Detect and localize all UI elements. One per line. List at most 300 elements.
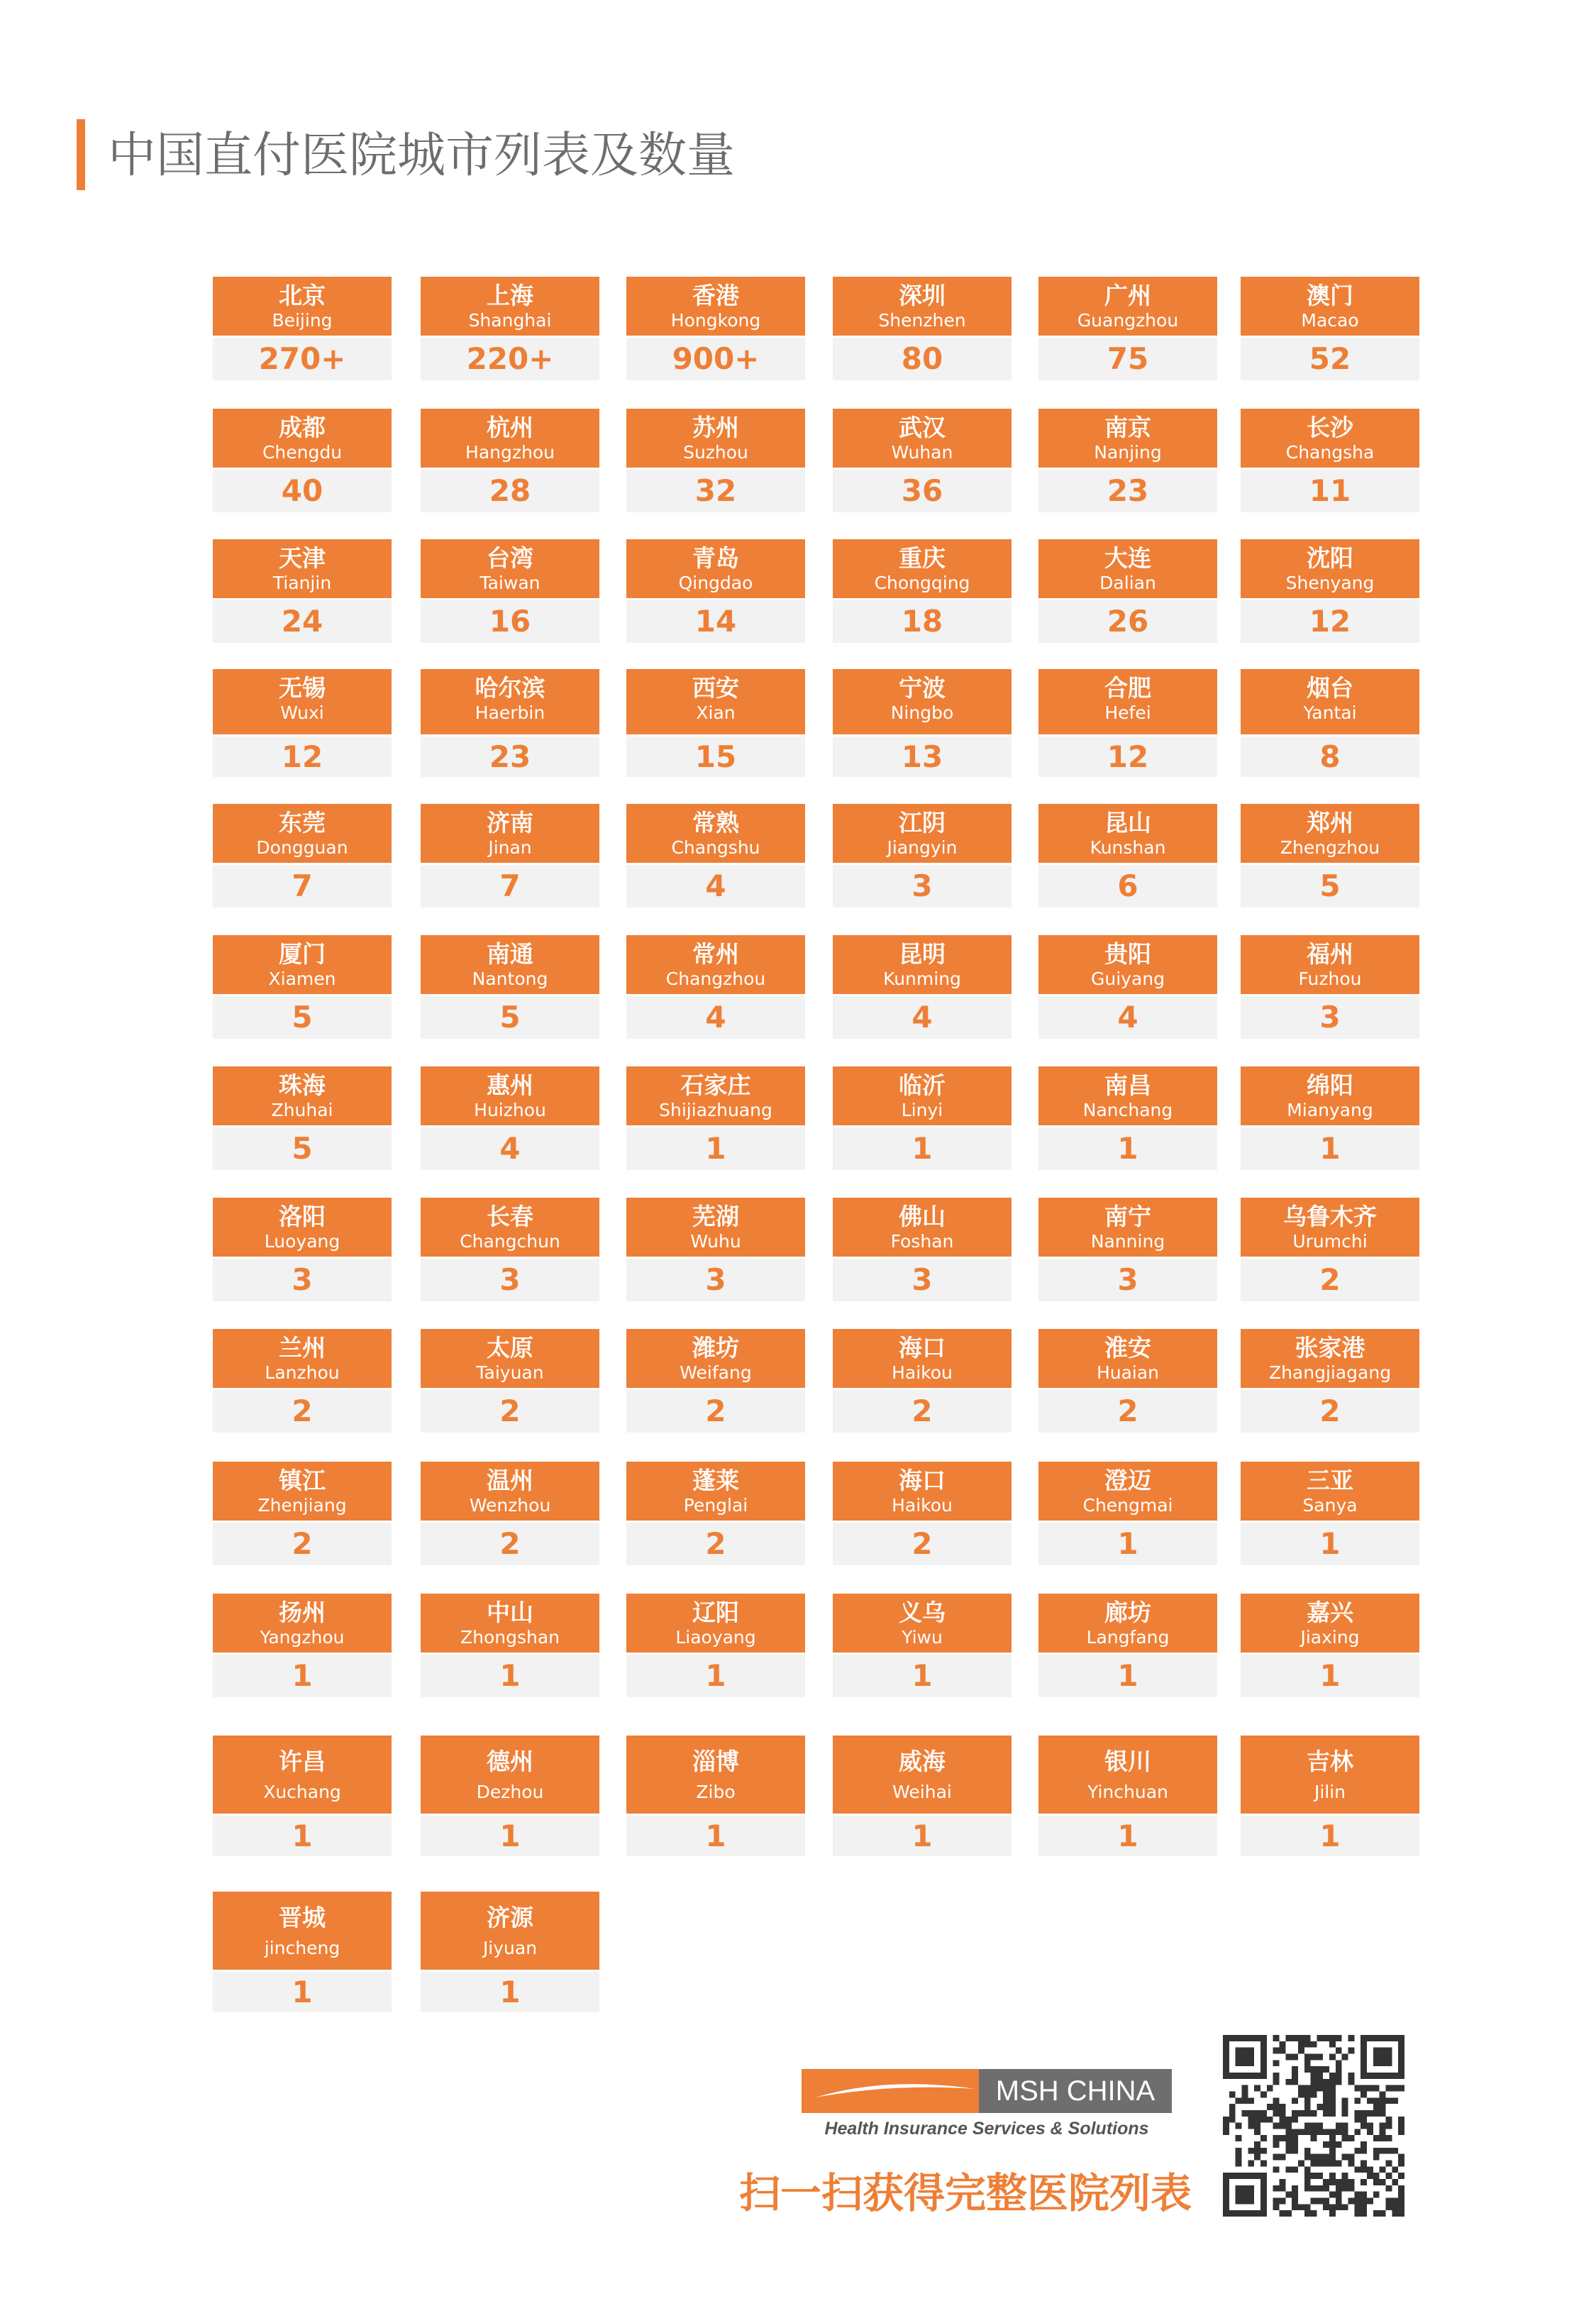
- city-name-en: Wenzhou: [469, 1495, 551, 1516]
- city-card-header: [421, 804, 599, 865]
- city-name-en: Tianjin: [272, 573, 332, 593]
- hospital-count: 3: [833, 865, 1012, 907]
- city-name-en: Huizhou: [474, 1100, 546, 1120]
- city-name-cn: 海口: [899, 1467, 946, 1494]
- hospital-count: 28: [421, 470, 599, 512]
- city-name-cn: 武汉: [899, 414, 946, 441]
- city-card-header: [1038, 1066, 1217, 1127]
- city-card-header: [213, 1594, 392, 1655]
- city-card: [626, 539, 805, 643]
- hospital-count: 36: [833, 470, 1012, 512]
- city-card: [213, 1892, 392, 2012]
- city-name-cn: 镇江: [279, 1467, 326, 1494]
- city-card: [833, 935, 1012, 1039]
- city-card-header: [833, 1329, 1012, 1390]
- city-name-en: Nanning: [1090, 1231, 1165, 1252]
- hospital-count: 3: [213, 1259, 392, 1301]
- hospital-count: 2: [1241, 1390, 1419, 1433]
- city-card-header: [1241, 539, 1419, 600]
- city-name-cn: 珠海: [279, 1071, 326, 1099]
- city-card-header: [421, 1736, 599, 1816]
- city-name-en: Hangzhou: [465, 442, 555, 463]
- city-card-header: [1241, 1329, 1419, 1390]
- city-name-cn: 临沂: [899, 1071, 946, 1099]
- city-card: [1038, 277, 1217, 380]
- city-card-header: [213, 277, 392, 338]
- city-card-header: [1241, 1066, 1419, 1127]
- city-card: [213, 935, 392, 1039]
- city-name-en: Fuzhou: [1298, 969, 1362, 989]
- hospital-count: 1: [1038, 1127, 1217, 1170]
- city-name-en: Jiyuan: [482, 1938, 538, 1958]
- hospital-count: 2: [833, 1390, 1012, 1433]
- city-card: [1038, 1462, 1217, 1565]
- city-card: [1038, 669, 1217, 777]
- city-name-cn: 成都: [279, 414, 326, 441]
- hospital-count: 12: [213, 737, 392, 777]
- city-name-en: Sanya: [1302, 1495, 1358, 1516]
- city-name-en: Penglai: [683, 1495, 748, 1516]
- city-name-en: Weifang: [680, 1362, 752, 1383]
- city-card-header: [421, 935, 599, 996]
- city-name-cn: 常州: [692, 940, 739, 968]
- city-name-en: Ningbo: [890, 702, 954, 723]
- city-card: [833, 1198, 1012, 1301]
- city-name-cn: 中山: [487, 1599, 533, 1626]
- city-card: [421, 669, 599, 777]
- hospital-count: 80: [833, 338, 1012, 380]
- city-card: [421, 1066, 599, 1170]
- hospital-count: 12: [1038, 737, 1217, 777]
- city-card: [213, 1329, 392, 1433]
- city-card-header: [833, 409, 1012, 470]
- hospital-count: 1: [833, 1655, 1012, 1697]
- city-name-en: Xian: [696, 702, 736, 723]
- city-card-header: [833, 277, 1012, 338]
- city-card-header: [1241, 409, 1419, 470]
- hospital-count: 1: [626, 1816, 805, 1856]
- city-name-cn: 廊坊: [1104, 1599, 1151, 1626]
- city-card: [1038, 1066, 1217, 1170]
- hospital-count: 3: [626, 1259, 805, 1301]
- city-card-header: [421, 539, 599, 600]
- hospital-count: 7: [421, 865, 599, 907]
- city-name-cn: 福州: [1307, 940, 1353, 968]
- city-card-header: [626, 1198, 805, 1259]
- city-card: [833, 1329, 1012, 1433]
- hospital-count: 1: [1241, 1127, 1419, 1170]
- city-name-cn: 香港: [692, 282, 739, 309]
- city-name-cn: 佛山: [899, 1203, 946, 1230]
- hospital-count: 75: [1038, 338, 1217, 380]
- city-name-en: Shanghai: [468, 310, 552, 331]
- city-name-en: Guangzhou: [1077, 310, 1179, 331]
- city-name-en: Changsha: [1285, 442, 1375, 463]
- city-name-en: Foshan: [890, 1231, 954, 1252]
- city-card: [1038, 804, 1217, 907]
- hospital-count: 1: [421, 1972, 599, 2012]
- city-card-header: [1038, 277, 1217, 338]
- city-name-cn: 淮安: [1104, 1334, 1151, 1362]
- city-name-en: Shenyang: [1285, 573, 1375, 593]
- city-name-cn: 济南: [487, 809, 533, 837]
- city-card: [626, 1462, 805, 1565]
- hospital-count: 1: [626, 1127, 805, 1170]
- city-card-header: [421, 1329, 599, 1390]
- city-card-header: [1038, 539, 1217, 600]
- city-name-cn: 常熟: [692, 809, 739, 837]
- city-card: [1241, 1329, 1419, 1433]
- city-name-cn: 苏州: [692, 414, 739, 441]
- city-card-header: [833, 935, 1012, 996]
- city-name-cn: 台湾: [487, 544, 533, 572]
- city-name-en: Zhongshan: [460, 1627, 560, 1648]
- city-card-header: [1241, 669, 1419, 737]
- city-card: [421, 1198, 599, 1301]
- hospital-count: 1: [833, 1816, 1012, 1856]
- city-card-header: [213, 804, 392, 865]
- hospital-count: 1: [213, 1972, 392, 2012]
- city-name-cn: 南昌: [1104, 1071, 1151, 1099]
- city-card-header: [421, 1892, 599, 1972]
- city-name-en: Taiyuan: [476, 1362, 544, 1383]
- city-name-en: Zibo: [696, 1782, 736, 1802]
- city-name-cn: 广州: [1104, 282, 1151, 309]
- logo-tagline: Health Insurance Services & Solutions: [824, 2119, 1149, 2139]
- city-card: [213, 1594, 392, 1697]
- city-name-cn: 海口: [899, 1334, 946, 1362]
- msh-china-logo: [802, 2069, 1172, 2147]
- city-name-cn: 宁波: [899, 674, 946, 702]
- city-name-en: Jinan: [488, 837, 532, 858]
- city-card: [626, 1736, 805, 1856]
- city-card-header: [1038, 1736, 1217, 1816]
- city-name-en: Langfang: [1086, 1627, 1170, 1648]
- city-card-header: [213, 669, 392, 737]
- city-card-header: [213, 1736, 392, 1816]
- city-card-header: [833, 1462, 1012, 1523]
- city-card: [213, 1462, 392, 1565]
- city-card: [213, 539, 392, 643]
- city-name-cn: 哈尔滨: [475, 674, 545, 702]
- city-card: [1241, 1462, 1419, 1565]
- city-card-header: [833, 1736, 1012, 1816]
- city-card-header: [1038, 1198, 1217, 1259]
- city-card: [1038, 539, 1217, 643]
- city-card: [833, 1462, 1012, 1565]
- hospital-count: 1: [1241, 1523, 1419, 1565]
- city-card: [1241, 1198, 1419, 1301]
- city-card-header: [421, 1198, 599, 1259]
- hospital-count: 23: [421, 737, 599, 777]
- city-card-header: [421, 1462, 599, 1523]
- city-name-en: Kunshan: [1090, 837, 1166, 858]
- hospital-count: 4: [626, 996, 805, 1039]
- hospital-count: 3: [833, 1259, 1012, 1301]
- city-name-en: Hefei: [1104, 702, 1151, 723]
- city-card: [626, 1594, 805, 1697]
- city-card-header: [1038, 1462, 1217, 1523]
- city-card-header: [213, 1329, 392, 1390]
- city-name-en: Zhangjiagang: [1268, 1362, 1392, 1383]
- city-card: [421, 409, 599, 512]
- city-card: [626, 935, 805, 1039]
- city-name-cn: 兰州: [279, 1334, 326, 1362]
- city-name-en: Nantong: [472, 969, 548, 989]
- city-card-header: [1241, 1736, 1419, 1816]
- city-card-header: [1241, 1198, 1419, 1259]
- hospital-count: 24: [213, 600, 392, 643]
- hospital-count: 3: [421, 1259, 599, 1301]
- city-name-cn: 西安: [692, 674, 739, 702]
- hospital-count: 1: [213, 1816, 392, 1856]
- city-card-header: [213, 1892, 392, 1972]
- city-card: [421, 1462, 599, 1565]
- hospital-count: 16: [421, 600, 599, 643]
- city-card: [1241, 1736, 1419, 1856]
- city-name-en: Jiangyin: [887, 837, 958, 858]
- city-card-header: [626, 669, 805, 737]
- city-card-header: [833, 1066, 1012, 1127]
- city-name-en: Urumchi: [1292, 1231, 1368, 1252]
- city-name-cn: 温州: [487, 1467, 533, 1494]
- city-card: [1241, 935, 1419, 1039]
- city-card-header: [421, 1066, 599, 1127]
- city-card: [626, 409, 805, 512]
- hospital-count: 1: [833, 1127, 1012, 1170]
- city-name-en: Taiwan: [480, 573, 541, 593]
- city-name-cn: 澳门: [1307, 282, 1353, 309]
- hospital-count: 4: [833, 996, 1012, 1039]
- city-name-cn: 济源: [487, 1904, 533, 1931]
- city-name-en: Liaoyang: [675, 1627, 756, 1648]
- city-name-cn: 潍坊: [692, 1334, 739, 1362]
- hospital-count: 8: [1241, 737, 1419, 777]
- city-name-en: Haikou: [892, 1495, 953, 1516]
- city-card: [1241, 1594, 1419, 1697]
- city-name-cn: 重庆: [899, 544, 946, 572]
- city-card: [421, 1329, 599, 1433]
- city-name-en: Nanjing: [1094, 442, 1162, 463]
- city-card-header: [1241, 935, 1419, 996]
- hospital-count: 2: [213, 1390, 392, 1433]
- city-name-cn: 绵阳: [1307, 1071, 1353, 1099]
- city-name-en: Chengmai: [1082, 1495, 1173, 1516]
- city-name-cn: 长沙: [1307, 414, 1353, 441]
- city-name-cn: 深圳: [899, 282, 946, 309]
- city-card: [421, 277, 599, 380]
- city-name-en: Dezhou: [476, 1782, 544, 1802]
- city-name-cn: 天津: [279, 544, 326, 572]
- city-name-en: Chongqing: [874, 573, 970, 593]
- city-name-en: Shijiazhuang: [659, 1100, 772, 1120]
- hospital-count: 14: [626, 600, 805, 643]
- city-name-cn: 大连: [1104, 544, 1151, 572]
- hospital-count: 2: [833, 1523, 1012, 1565]
- city-card: [421, 1892, 599, 2012]
- city-card: [1241, 539, 1419, 643]
- city-card: [213, 1736, 392, 1856]
- city-card-header: [213, 1462, 392, 1523]
- hospital-count: 1: [1038, 1523, 1217, 1565]
- hospital-count: 1: [1241, 1655, 1419, 1697]
- city-card: [213, 1198, 392, 1301]
- city-name-cn: 南宁: [1104, 1203, 1151, 1230]
- city-name-en: Changzhou: [665, 969, 766, 989]
- city-name-cn: 威海: [899, 1748, 946, 1775]
- city-name-cn: 南京: [1104, 414, 1151, 441]
- city-card: [833, 539, 1012, 643]
- city-name-en: Dalian: [1099, 573, 1156, 593]
- city-name-en: Xuchang: [263, 1782, 341, 1802]
- hospital-count: 1: [213, 1655, 392, 1697]
- city-name-cn: 沈阳: [1307, 544, 1353, 572]
- hospital-count: 12: [1241, 600, 1419, 643]
- city-card: [1241, 804, 1419, 907]
- hospital-count: 1: [626, 1655, 805, 1697]
- city-card: [1241, 409, 1419, 512]
- city-card-header: [1241, 277, 1419, 338]
- city-name-cn: 无锡: [279, 674, 326, 702]
- city-card-header: [1241, 804, 1419, 865]
- city-name-cn: 江阴: [899, 809, 946, 837]
- city-name-en: Nanchang: [1082, 1100, 1173, 1120]
- hospital-count: 2: [626, 1390, 805, 1433]
- city-name-cn: 惠州: [487, 1071, 533, 1099]
- city-card-header: [213, 539, 392, 600]
- city-card-header: [1038, 935, 1217, 996]
- hospital-count: 5: [421, 996, 599, 1039]
- city-card: [1038, 1594, 1217, 1697]
- hospital-count: 26: [1038, 600, 1217, 643]
- city-card-header: [833, 669, 1012, 737]
- hospital-count: 1: [421, 1655, 599, 1697]
- city-name-cn: 太原: [487, 1334, 533, 1362]
- city-name-cn: 张家港: [1295, 1334, 1365, 1362]
- city-card-header: [213, 1198, 392, 1259]
- city-card: [1038, 1198, 1217, 1301]
- hospital-count: 2: [1241, 1259, 1419, 1301]
- city-name-en: Haerbin: [475, 702, 545, 723]
- city-card: [833, 669, 1012, 777]
- page-title: 中国直付医院城市列表及数量: [108, 128, 736, 184]
- city-name-cn: 晋城: [279, 1904, 326, 1931]
- city-name-en: Wuxi: [280, 702, 324, 723]
- city-name-cn: 蓬莱: [692, 1467, 739, 1494]
- logo-brand-name: MSH CHINA: [979, 2069, 1172, 2113]
- hospital-count: 15: [626, 737, 805, 777]
- city-card-header: [833, 539, 1012, 600]
- city-card: [1241, 1066, 1419, 1170]
- qr-caption: 扫一扫获得完整医院列表: [738, 2169, 1192, 2217]
- city-card: [833, 1066, 1012, 1170]
- city-name-en: Yinchuan: [1087, 1782, 1168, 1802]
- city-name-cn: 嘉兴: [1307, 1599, 1353, 1626]
- city-name-cn: 辽阳: [692, 1599, 739, 1626]
- city-name-en: Qingdao: [678, 573, 753, 593]
- hospital-count: 2: [421, 1523, 599, 1565]
- hospital-count: 4: [626, 865, 805, 907]
- city-card: [626, 277, 805, 380]
- city-name-cn: 澄迈: [1104, 1467, 1151, 1494]
- city-card: [1038, 1736, 1217, 1856]
- city-name-cn: 上海: [487, 282, 533, 309]
- city-card: [213, 277, 392, 380]
- hospital-count: 5: [213, 996, 392, 1039]
- city-card: [421, 1594, 599, 1697]
- hospital-count: 2: [1038, 1390, 1217, 1433]
- city-name-en: Hongkong: [670, 310, 761, 331]
- city-name-cn: 洛阳: [279, 1203, 326, 1230]
- city-card: [421, 935, 599, 1039]
- hospital-count: 32: [626, 470, 805, 512]
- city-card: [421, 1736, 599, 1856]
- city-name-en: Zhengzhou: [1280, 837, 1380, 858]
- city-name-cn: 南通: [487, 940, 533, 968]
- city-name-cn: 郑州: [1307, 809, 1353, 837]
- city-card: [626, 669, 805, 777]
- city-card-header: [1038, 1594, 1217, 1655]
- hospital-count: 13: [833, 737, 1012, 777]
- city-card-header: [833, 1594, 1012, 1655]
- city-card: [213, 669, 392, 777]
- hospital-count: 5: [1241, 865, 1419, 907]
- hospital-count: 3: [1038, 1259, 1217, 1301]
- hospital-count: 1: [1038, 1816, 1217, 1856]
- hospital-count: 23: [1038, 470, 1217, 512]
- city-card: [833, 804, 1012, 907]
- city-name-cn: 吉林: [1307, 1748, 1353, 1775]
- hospital-count: 4: [421, 1127, 599, 1170]
- city-name-en: Beijing: [272, 310, 333, 331]
- city-name-en: Macao: [1301, 310, 1359, 331]
- city-name-cn: 烟台: [1307, 674, 1353, 702]
- city-card: [1038, 935, 1217, 1039]
- hospital-count: 52: [1241, 338, 1419, 380]
- city-card: [626, 1198, 805, 1301]
- city-name-cn: 许昌: [279, 1748, 326, 1775]
- city-name-cn: 芜湖: [692, 1203, 739, 1230]
- city-name-en: Dongguan: [256, 837, 348, 858]
- city-name-en: Luoyang: [264, 1231, 340, 1252]
- city-name-cn: 扬州: [279, 1599, 326, 1626]
- city-card: [833, 277, 1012, 380]
- city-name-en: Changchun: [460, 1231, 560, 1252]
- city-name-en: Jilin: [1314, 1782, 1346, 1802]
- city-card: [1241, 277, 1419, 380]
- city-card-header: [213, 1066, 392, 1127]
- city-card: [213, 1066, 392, 1170]
- city-name-cn: 义乌: [899, 1599, 946, 1626]
- city-name-cn: 北京: [279, 282, 326, 309]
- city-card: [833, 1594, 1012, 1697]
- city-card: [421, 539, 599, 643]
- city-name-cn: 东莞: [279, 809, 326, 837]
- city-card: [833, 409, 1012, 512]
- city-card-header: [421, 277, 599, 338]
- city-card: [626, 804, 805, 907]
- city-name-cn: 合肥: [1104, 674, 1151, 702]
- city-name-en: Zhenjiang: [257, 1495, 347, 1516]
- logo-swoosh-icon: [802, 2069, 979, 2113]
- hospital-count: 4: [1038, 996, 1217, 1039]
- hospital-count: 6: [1038, 865, 1217, 907]
- city-name-en: Shenzhen: [878, 310, 966, 331]
- city-card-header: [626, 1329, 805, 1390]
- city-name-cn: 贵阳: [1104, 940, 1151, 968]
- city-card-header: [833, 804, 1012, 865]
- city-name-en: Haikou: [892, 1362, 953, 1383]
